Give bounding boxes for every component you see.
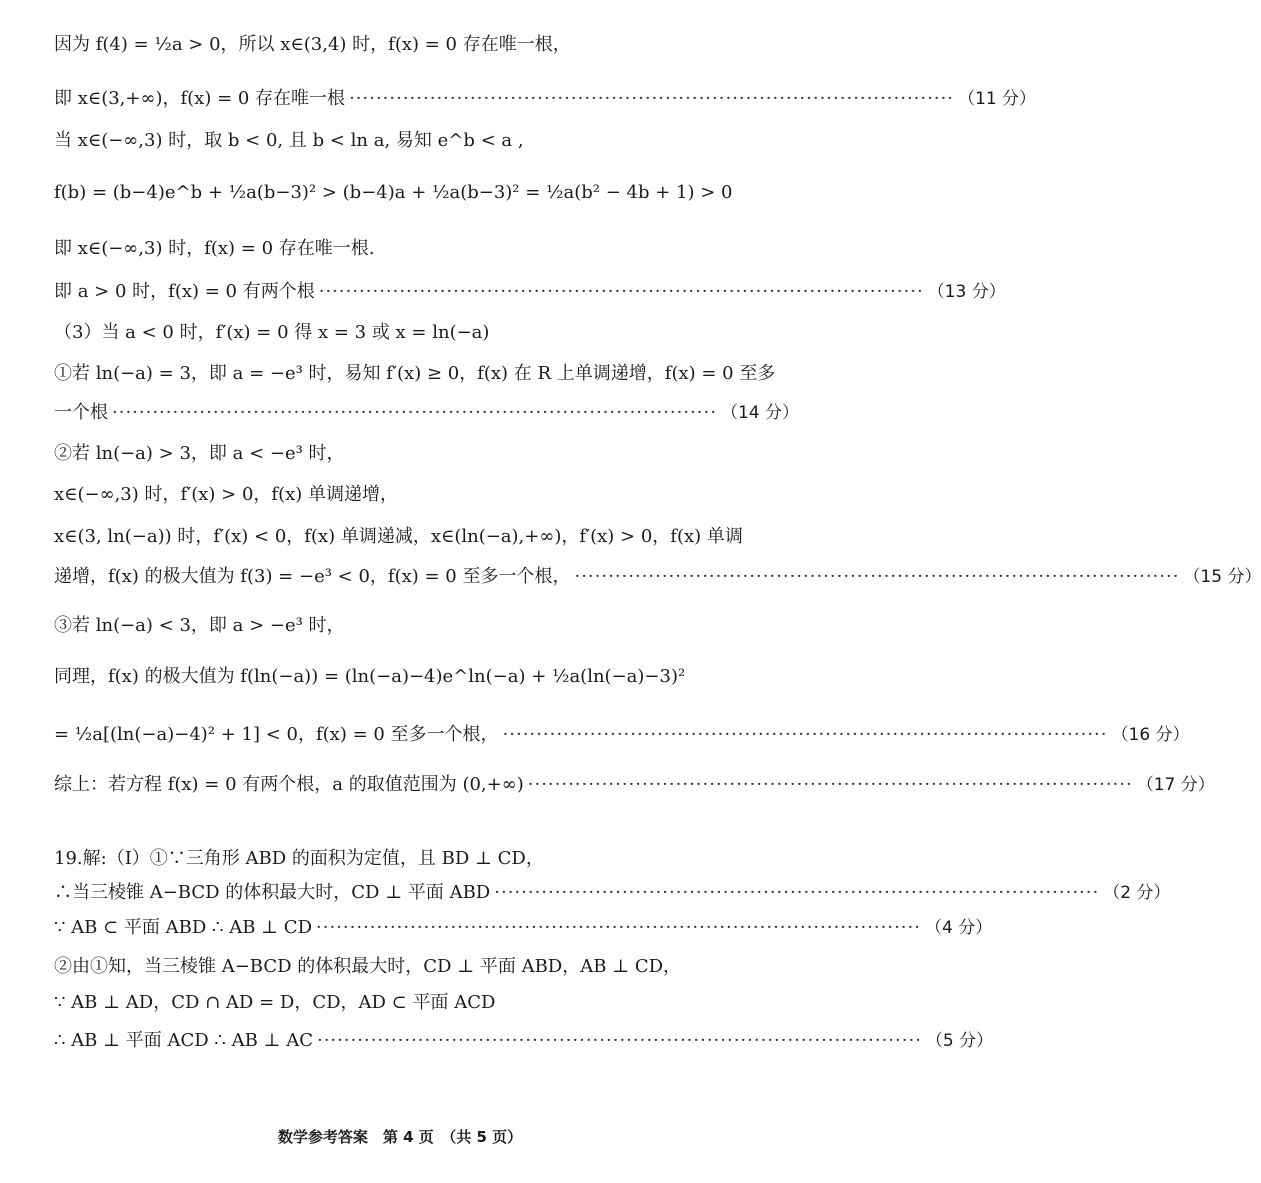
leader-dots: ··························································································: [502, 724, 1108, 745]
line-text: ③若 ln(−a) < 3，即 a > −e³ 时，: [54, 615, 345, 636]
leader-dots: ··························································································: [349, 88, 955, 109]
line-7: [54, 320, 754, 346]
leader-dots: ··························································································: [318, 281, 924, 302]
line-text: 即 a > 0 时，f(x) = 0 有两个根: [54, 281, 315, 302]
score-label: （13 分）: [927, 282, 1006, 302]
line-6: [54, 279, 1006, 305]
leader-dots: ··························································································: [574, 566, 1180, 587]
line-10: [54, 441, 754, 467]
score-label: （5 分）: [925, 1031, 994, 1051]
line-text: x∈(−∞,3) 时，f′(x) > 0，f(x) 单调递增，: [54, 484, 398, 505]
line-12: [54, 524, 754, 550]
line-9: [54, 400, 799, 426]
score-label: （17 分）: [1136, 775, 1215, 795]
line-text: 递增，f(x) 的极大值为 f(3) = −e³ < 0，f(x) = 0 至多一个根，: [54, 566, 571, 587]
line-text: = ½a[(ln(−a)−4)² + 1] < 0，f(x) = 0 至多一个根，: [54, 724, 499, 745]
score-label: （16 分）: [1111, 725, 1190, 745]
line-text: ∴当三棱锥 A−BCD 的体积最大时，CD ⊥ 平面 ABD: [54, 882, 491, 903]
line-18: [54, 846, 754, 872]
line-4: [54, 180, 754, 206]
line-text: ∵ AB ⊂ 平面 ABD ∴ AB ⊥ CD: [54, 917, 313, 938]
line-11: [54, 482, 754, 508]
line-8: [54, 361, 776, 387]
line-text: f(b) = (b−4)e^b + ½a(b−3)² > (b−4)a + ½a(b−3)² = ½a(b² − 4b + 1) > 0: [54, 182, 733, 203]
line-text: 当 x∈(−∞,3) 时，取 b < 0, 且 b < ln a, 易知 e^b < a ,: [54, 130, 524, 151]
line-21: [54, 954, 754, 980]
line-14: [54, 613, 754, 639]
page-footer: 数学参考答案 第 4 页 （共 5 页）: [277, 1128, 523, 1146]
score-label: （15 分）: [1183, 567, 1261, 587]
line-text: 因为 f(4) = ½a > 0，所以 x∈(3,4) 时，f(x) = 0 存在唯一根，: [54, 34, 571, 55]
line-text: （3）当 a < 0 时，f′(x) = 0 得 x = 3 或 x = ln(−a): [54, 322, 490, 343]
score-label: （14 分）: [720, 403, 799, 423]
leader-dots: ··························································································: [112, 402, 717, 423]
line-text: 一个根: [54, 402, 108, 423]
leader-dots: ··························································································: [527, 774, 1133, 795]
line-text: ①若 ln(−a) = 3，即 a = −e³ 时，易知 f′(x) ≥ 0，f(x) 在 R 上单调递增，f(x) = 0 至多: [54, 363, 776, 384]
line-text: 即 x∈(3,+∞)，f(x) = 0 存在唯一根: [54, 88, 346, 109]
line-text: x∈(3, ln(−a)) 时，f′(x) < 0，f(x) 单调递减，x∈(ln(−a),+∞)，f′(x) > 0，f(x) 单调: [54, 526, 743, 547]
line-text: 19.解:（I）①∵三角形 ABD 的面积为定值，且 BD ⊥ CD，: [54, 848, 544, 869]
line-text: ②若 ln(−a) > 3，即 a < −e³ 时，: [54, 443, 345, 464]
line-17: [54, 772, 1215, 798]
line-22: [54, 990, 754, 1016]
leader-dots: ··························································································: [494, 882, 1100, 903]
line-20: [54, 915, 993, 941]
line-19: [54, 880, 1171, 906]
line-23: [54, 1028, 994, 1054]
line-text: ∴ AB ⊥ 平面 ACD ∴ AB ⊥ AC: [54, 1030, 313, 1051]
line-text: 综上：若方程 f(x) = 0 有两个根，a 的取值范围为 (0,+∞): [54, 774, 524, 795]
line-1: [54, 32, 754, 58]
line-text: 即 x∈(−∞,3) 时，f(x) = 0 存在唯一根.: [54, 238, 375, 259]
line-15: [54, 664, 754, 690]
line-3: [54, 128, 754, 154]
leader-dots: ··························································································: [316, 1030, 922, 1051]
line-2: [54, 86, 1037, 112]
leader-dots: ··························································································: [316, 917, 921, 938]
line-13: [54, 564, 1261, 590]
line-text: 同理，f(x) 的极大值为 f(ln(−a)) = (ln(−a)−4)e^ln(−a) + ½a(ln(−a)−3)²: [54, 666, 686, 687]
score-label: （2 分）: [1103, 883, 1171, 903]
score-label: （11 分）: [958, 89, 1037, 109]
score-label: （4 分）: [924, 918, 993, 938]
line-text: ∵ AB ⊥ AD，CD ∩ AD = D，CD，AD ⊂ 平面 ACD: [54, 992, 496, 1013]
line-5: [54, 236, 754, 262]
line-text: ②由①知，当三棱锥 A−BCD 的体积最大时，CD ⊥ 平面 ABD，AB ⊥ CD，: [54, 956, 682, 977]
line-16: [54, 722, 1190, 748]
